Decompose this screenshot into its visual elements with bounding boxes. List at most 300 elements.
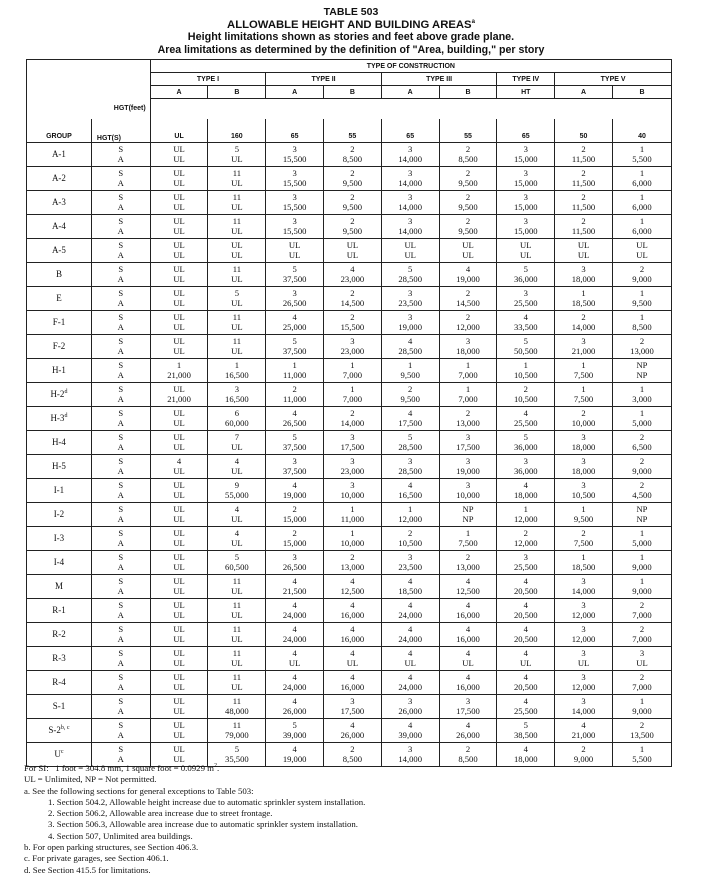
value-cell bbox=[266, 622, 324, 646]
stories-value: 4 bbox=[465, 672, 471, 682]
stories-value: 3 bbox=[408, 456, 413, 466]
value-cell bbox=[150, 622, 208, 646]
row-label-stories: S bbox=[118, 432, 124, 442]
value-cell bbox=[612, 358, 671, 382]
stories-value: 5 bbox=[234, 552, 239, 562]
footnote-d: d. See Section 415.5 for limitations. bbox=[24, 864, 151, 875]
group-cell bbox=[27, 454, 92, 478]
area-value: UL bbox=[231, 202, 243, 212]
value-cell bbox=[381, 526, 439, 550]
area-value: 28,500 bbox=[398, 442, 423, 452]
area-value: 21,500 bbox=[282, 586, 307, 596]
stories-value: 4 bbox=[292, 672, 297, 682]
area-value: 24,000 bbox=[398, 682, 423, 692]
value-cell bbox=[208, 142, 266, 166]
value-cell bbox=[324, 550, 382, 574]
type-header: TYPE III bbox=[381, 73, 497, 86]
value-cell bbox=[150, 598, 208, 622]
stories-value: 4 bbox=[292, 624, 297, 634]
area-value: UL bbox=[520, 250, 532, 260]
stories-value: 2 bbox=[581, 744, 586, 754]
row-label-area: A bbox=[117, 586, 124, 596]
stories-value: 3 bbox=[523, 168, 528, 178]
group-cell bbox=[27, 382, 92, 406]
hgt-s-cell bbox=[91, 262, 150, 286]
stories-value: UL bbox=[173, 552, 185, 562]
value-cell bbox=[324, 646, 382, 670]
area-value: 14,000 bbox=[571, 322, 596, 332]
area-value: 14,000 bbox=[398, 178, 423, 188]
stories-value: 3 bbox=[350, 336, 355, 346]
hgt-feet-label: HGT(feet) bbox=[27, 99, 151, 119]
value-cell bbox=[208, 670, 266, 694]
value-cell bbox=[497, 550, 555, 574]
row-label-area: A bbox=[117, 178, 124, 188]
value-cell bbox=[381, 286, 439, 310]
group-name: H-2 bbox=[50, 389, 65, 399]
group-name: F-2 bbox=[52, 341, 66, 351]
table-row bbox=[27, 286, 672, 310]
value-cell bbox=[381, 382, 439, 406]
stories-value: UL bbox=[404, 240, 416, 250]
value-cell bbox=[612, 142, 671, 166]
area-value: 16,500 bbox=[225, 370, 249, 380]
area-value: 11,500 bbox=[571, 202, 596, 212]
stories-value: 11 bbox=[232, 576, 241, 586]
stories-value: UL bbox=[520, 240, 532, 250]
stories-value: 3 bbox=[465, 480, 471, 490]
value-cell bbox=[150, 670, 208, 694]
value-cell bbox=[324, 526, 382, 550]
value-cell bbox=[497, 646, 555, 670]
stories-value: 5 bbox=[523, 720, 528, 730]
area-value: UL bbox=[173, 514, 185, 524]
area-value: 24,000 bbox=[282, 682, 307, 692]
hgt-s-cell bbox=[91, 214, 150, 238]
value-cell bbox=[555, 550, 613, 574]
area-value: NP bbox=[636, 370, 648, 380]
area-value: 14,000 bbox=[398, 154, 423, 164]
subtype-header: B bbox=[324, 86, 382, 99]
type-header: TYPE II bbox=[266, 73, 382, 86]
footnote-b: b. For open parking structures, see Section 406.3. bbox=[24, 842, 199, 853]
table-row bbox=[27, 262, 672, 286]
hgt-s-cell bbox=[91, 478, 150, 502]
area-value: UL bbox=[288, 658, 301, 668]
stories-value: 1 bbox=[639, 408, 645, 418]
stories-value: 1 bbox=[465, 384, 471, 394]
group-cell bbox=[27, 598, 92, 622]
table-row bbox=[27, 142, 672, 166]
stories-value: 5 bbox=[523, 432, 528, 442]
stories-value: UL bbox=[173, 168, 185, 178]
value-cell bbox=[150, 142, 208, 166]
stories-value: 11 bbox=[232, 192, 241, 202]
area-value: 14,000 bbox=[398, 754, 423, 764]
area-value: 55,000 bbox=[225, 490, 249, 500]
row-label-area: A bbox=[117, 298, 124, 308]
area-value: UL bbox=[173, 154, 185, 164]
area-value: 33,500 bbox=[513, 322, 538, 332]
stories-value: 1 bbox=[581, 288, 586, 298]
area-value: 38,500 bbox=[513, 730, 538, 740]
stories-value: 2 bbox=[350, 408, 355, 418]
subtype-header: A bbox=[555, 86, 613, 99]
area-value: 18,000 bbox=[571, 466, 596, 476]
area-value: 18,000 bbox=[571, 274, 596, 284]
subtype-header: B bbox=[439, 86, 497, 99]
value-cell bbox=[150, 502, 208, 526]
group-name: E bbox=[56, 293, 62, 303]
stories-value: 4 bbox=[176, 456, 182, 466]
area-value: UL bbox=[520, 658, 532, 668]
stories-value: 5 bbox=[408, 264, 413, 274]
area-value: UL bbox=[231, 514, 243, 524]
area-value: 16,000 bbox=[456, 682, 480, 692]
value-cell bbox=[555, 478, 613, 502]
value-cell bbox=[266, 166, 324, 190]
area-value: 26,000 bbox=[456, 730, 480, 740]
area-value: 15,500 bbox=[282, 178, 307, 188]
area-value: UL bbox=[231, 682, 243, 692]
area-value: 11,000 bbox=[282, 394, 307, 404]
area-value: 15,500 bbox=[282, 154, 307, 164]
value-cell bbox=[324, 598, 382, 622]
area-value: UL bbox=[173, 634, 185, 644]
stories-value: 4 bbox=[523, 696, 528, 706]
area-value: 5,000 bbox=[632, 418, 652, 428]
table-subtitle-area: Area limitations as determined by the definition of "Area, building," per story bbox=[157, 43, 545, 56]
value-cell bbox=[439, 574, 497, 598]
value-cell bbox=[208, 694, 266, 718]
row-label-stories: S bbox=[118, 144, 124, 154]
value-cell bbox=[324, 670, 382, 694]
hgt-s-cell bbox=[91, 718, 150, 742]
area-value: UL bbox=[173, 538, 185, 548]
stories-value: 5 bbox=[523, 264, 528, 274]
row-label-stories: S bbox=[118, 456, 124, 466]
height-limit-feet: 65 bbox=[381, 119, 439, 143]
type-header: TYPE IV bbox=[497, 73, 555, 86]
area-value: 9,500 bbox=[342, 202, 363, 212]
value-cell bbox=[612, 694, 671, 718]
value-cell bbox=[266, 430, 324, 454]
value-cell bbox=[497, 238, 555, 262]
stories-value: UL bbox=[346, 240, 359, 250]
stories-value: UL bbox=[173, 648, 185, 658]
group-cell bbox=[27, 238, 92, 262]
stories-value: NP bbox=[462, 504, 474, 514]
area-value: 37,500 bbox=[282, 466, 307, 476]
area-value: UL bbox=[173, 226, 185, 236]
stories-value: 3 bbox=[581, 432, 586, 442]
stories-value: 7 bbox=[234, 432, 239, 442]
stories-value: UL bbox=[173, 384, 185, 394]
value-cell bbox=[381, 670, 439, 694]
value-cell bbox=[381, 238, 439, 262]
value-cell bbox=[324, 406, 382, 430]
area-value: 7,000 bbox=[342, 394, 363, 404]
row-label-area: A bbox=[117, 538, 124, 548]
stories-value: 2 bbox=[639, 432, 645, 442]
stories-value: UL bbox=[173, 624, 185, 634]
area-value: 8,500 bbox=[458, 754, 478, 764]
area-value: UL bbox=[173, 202, 185, 212]
area-value: UL bbox=[231, 154, 243, 164]
value-cell bbox=[266, 502, 324, 526]
value-cell bbox=[497, 166, 555, 190]
area-value: 7,000 bbox=[458, 394, 478, 404]
stories-value: 3 bbox=[350, 456, 355, 466]
area-value: UL bbox=[231, 658, 243, 668]
value-cell bbox=[266, 718, 324, 742]
stories-value: 1 bbox=[639, 144, 645, 154]
value-cell bbox=[497, 502, 555, 526]
value-cell bbox=[439, 406, 497, 430]
value-cell bbox=[381, 646, 439, 670]
area-value: 14,000 bbox=[340, 418, 365, 428]
stories-value: 3 bbox=[581, 672, 586, 682]
stories-value: 4 bbox=[292, 648, 297, 658]
value-cell bbox=[208, 262, 266, 286]
area-value: 13,000 bbox=[456, 418, 480, 428]
area-value: 14,500 bbox=[340, 298, 365, 308]
type-of-construction-header: TYPE OF CONSTRUCTION bbox=[150, 60, 671, 73]
area-value: 16,000 bbox=[456, 610, 480, 620]
stories-value: 4 bbox=[523, 600, 528, 610]
row-label-stories: S bbox=[118, 744, 124, 754]
stories-value: 4 bbox=[234, 456, 239, 466]
area-value: 25,500 bbox=[513, 298, 538, 308]
area-value: UL bbox=[173, 754, 185, 764]
table-row bbox=[27, 334, 672, 358]
area-value: 5,500 bbox=[632, 754, 652, 764]
group-cell bbox=[27, 166, 92, 190]
value-cell bbox=[266, 214, 324, 238]
stories-value: 4 bbox=[523, 408, 528, 418]
area-value: 9,500 bbox=[632, 298, 652, 308]
area-value: 12,500 bbox=[456, 586, 480, 596]
area-value: 12,000 bbox=[571, 634, 596, 644]
subtype-header: B bbox=[612, 86, 671, 99]
stories-value: 1 bbox=[639, 552, 645, 562]
group-name: R-4 bbox=[52, 677, 66, 687]
group-name: F-1 bbox=[52, 317, 66, 327]
row-label-area: A bbox=[117, 706, 124, 716]
area-value: 25,500 bbox=[513, 418, 538, 428]
value-cell bbox=[324, 574, 382, 598]
stories-value: 11 bbox=[232, 168, 241, 178]
value-cell bbox=[324, 478, 382, 502]
value-cell bbox=[266, 526, 324, 550]
group-name: A-4 bbox=[51, 221, 66, 231]
group-name: A-1 bbox=[51, 149, 66, 159]
stories-value: 3 bbox=[292, 216, 297, 226]
row-label-area: A bbox=[117, 274, 124, 284]
value-cell bbox=[381, 214, 439, 238]
hgt-s-cell bbox=[91, 598, 150, 622]
row-label-stories: S bbox=[118, 336, 124, 346]
row-label-stories: S bbox=[118, 360, 124, 370]
area-value: UL bbox=[173, 418, 185, 428]
row-label-stories: S bbox=[118, 648, 124, 658]
value-cell bbox=[497, 406, 555, 430]
stories-value: 4 bbox=[408, 648, 413, 658]
hgt-s-cell bbox=[91, 454, 150, 478]
value-cell bbox=[497, 382, 555, 406]
area-value: 7,500 bbox=[573, 394, 594, 404]
area-value: 14,000 bbox=[571, 586, 596, 596]
stories-value: 2 bbox=[350, 192, 355, 202]
area-value: UL bbox=[173, 274, 185, 284]
stories-value: 3 bbox=[581, 264, 586, 274]
row-label-area: A bbox=[117, 346, 124, 356]
area-value: 15,500 bbox=[340, 322, 365, 332]
area-value: 10,500 bbox=[398, 538, 423, 548]
value-cell bbox=[266, 286, 324, 310]
area-value: 19,000 bbox=[456, 274, 480, 284]
table-row bbox=[27, 598, 672, 622]
footnote-a-item: 3. Section 506.3, Allowable area increase due to automatic sprinkler system installation. bbox=[48, 819, 359, 830]
value-cell bbox=[381, 694, 439, 718]
stories-value: 11 bbox=[232, 672, 241, 682]
stories-value: UL bbox=[173, 408, 185, 418]
area-value: 23,000 bbox=[340, 274, 365, 284]
area-value: 10,000 bbox=[340, 490, 365, 500]
stories-value: 4 bbox=[408, 672, 413, 682]
value-cell bbox=[439, 382, 497, 406]
value-cell bbox=[555, 166, 613, 190]
area-value: 15,500 bbox=[282, 202, 307, 212]
value-cell bbox=[150, 286, 208, 310]
value-cell bbox=[324, 718, 382, 742]
group-cell bbox=[27, 526, 92, 550]
stories-value: 1 bbox=[176, 360, 182, 370]
value-cell bbox=[381, 718, 439, 742]
row-label-area: A bbox=[117, 682, 124, 692]
area-value: 15,000 bbox=[513, 154, 538, 164]
stories-value: 3 bbox=[408, 192, 413, 202]
area-value: 18,000 bbox=[513, 490, 538, 500]
area-value: 6,500 bbox=[632, 442, 652, 452]
value-cell bbox=[555, 646, 613, 670]
area-value: 16,000 bbox=[340, 682, 365, 692]
row-label-area: A bbox=[117, 514, 124, 524]
stories-value: 2 bbox=[350, 552, 355, 562]
value-cell bbox=[208, 358, 266, 382]
value-cell bbox=[612, 574, 671, 598]
area-value: 9,500 bbox=[342, 178, 363, 188]
area-value: 16,000 bbox=[340, 610, 365, 620]
stories-value: UL bbox=[173, 744, 185, 754]
stories-value: 4 bbox=[350, 720, 355, 730]
row-label-stories: S bbox=[118, 240, 124, 250]
value-cell bbox=[381, 622, 439, 646]
row-label-area: A bbox=[117, 226, 124, 236]
value-cell bbox=[266, 478, 324, 502]
value-cell bbox=[439, 598, 497, 622]
stories-value: 4 bbox=[292, 696, 297, 706]
table-header bbox=[0, 6, 702, 56]
row-label-area: A bbox=[117, 250, 124, 260]
row-label-stories: S bbox=[118, 288, 124, 298]
stories-value: 4 bbox=[408, 600, 413, 610]
value-cell bbox=[150, 214, 208, 238]
area-value: UL bbox=[231, 538, 243, 548]
area-value: 14,000 bbox=[398, 202, 423, 212]
area-value: 24,000 bbox=[398, 610, 423, 620]
value-cell bbox=[612, 598, 671, 622]
area-value: 19,000 bbox=[398, 322, 423, 332]
stories-value: 4 bbox=[465, 624, 471, 634]
stories-value: 4 bbox=[292, 312, 297, 322]
stories-value: 11 bbox=[232, 264, 241, 274]
row-label-stories: S bbox=[118, 672, 124, 682]
area-value: 10,500 bbox=[513, 394, 538, 404]
table-row bbox=[27, 190, 672, 214]
stories-value: 1 bbox=[292, 360, 297, 370]
value-cell bbox=[497, 358, 555, 382]
stories-value: 1 bbox=[350, 528, 355, 538]
value-cell bbox=[612, 550, 671, 574]
stories-value: 5 bbox=[292, 264, 297, 274]
stories-value: 4 bbox=[350, 576, 355, 586]
table-row bbox=[27, 718, 672, 742]
stories-value: 11 bbox=[232, 336, 241, 346]
area-value: 13,500 bbox=[630, 730, 654, 740]
table-number: TABLE 503 bbox=[323, 6, 379, 18]
value-cell bbox=[381, 358, 439, 382]
area-value: 11,000 bbox=[340, 514, 365, 524]
row-label-stories: S bbox=[118, 216, 124, 226]
area-value: 17,500 bbox=[398, 418, 423, 428]
row-label-stories: S bbox=[118, 696, 124, 706]
stories-value: 2 bbox=[581, 528, 586, 538]
stories-value: 4 bbox=[292, 480, 297, 490]
area-value: UL bbox=[231, 466, 243, 476]
value-cell bbox=[439, 646, 497, 670]
value-cell bbox=[324, 382, 382, 406]
value-cell bbox=[612, 526, 671, 550]
area-value: 9,500 bbox=[342, 226, 363, 236]
value-cell bbox=[150, 238, 208, 262]
table-row bbox=[27, 526, 672, 550]
stories-value: 11 bbox=[232, 696, 241, 706]
area-value: 79,000 bbox=[225, 730, 249, 740]
value-cell bbox=[208, 238, 266, 262]
stories-value: 1 bbox=[639, 168, 645, 178]
stories-value: 4 bbox=[523, 480, 528, 490]
stories-value: 2 bbox=[465, 552, 471, 562]
group-name: R-1 bbox=[52, 605, 66, 615]
stories-value: 1 bbox=[639, 384, 645, 394]
area-value: 21,000 bbox=[167, 394, 191, 404]
area-value: 24,000 bbox=[398, 634, 423, 644]
value-cell bbox=[208, 598, 266, 622]
area-value: 13,000 bbox=[630, 346, 654, 356]
area-value: 28,500 bbox=[398, 274, 423, 284]
group-cell bbox=[27, 358, 92, 382]
stories-value: 5 bbox=[408, 432, 413, 442]
footnotes bbox=[24, 763, 684, 876]
group-name: A-3 bbox=[51, 197, 66, 207]
stories-value: 5 bbox=[234, 744, 239, 754]
value-cell bbox=[150, 334, 208, 358]
area-value: UL bbox=[173, 562, 185, 572]
value-cell bbox=[208, 526, 266, 550]
group-name: A-2 bbox=[51, 173, 66, 183]
value-cell bbox=[439, 622, 497, 646]
